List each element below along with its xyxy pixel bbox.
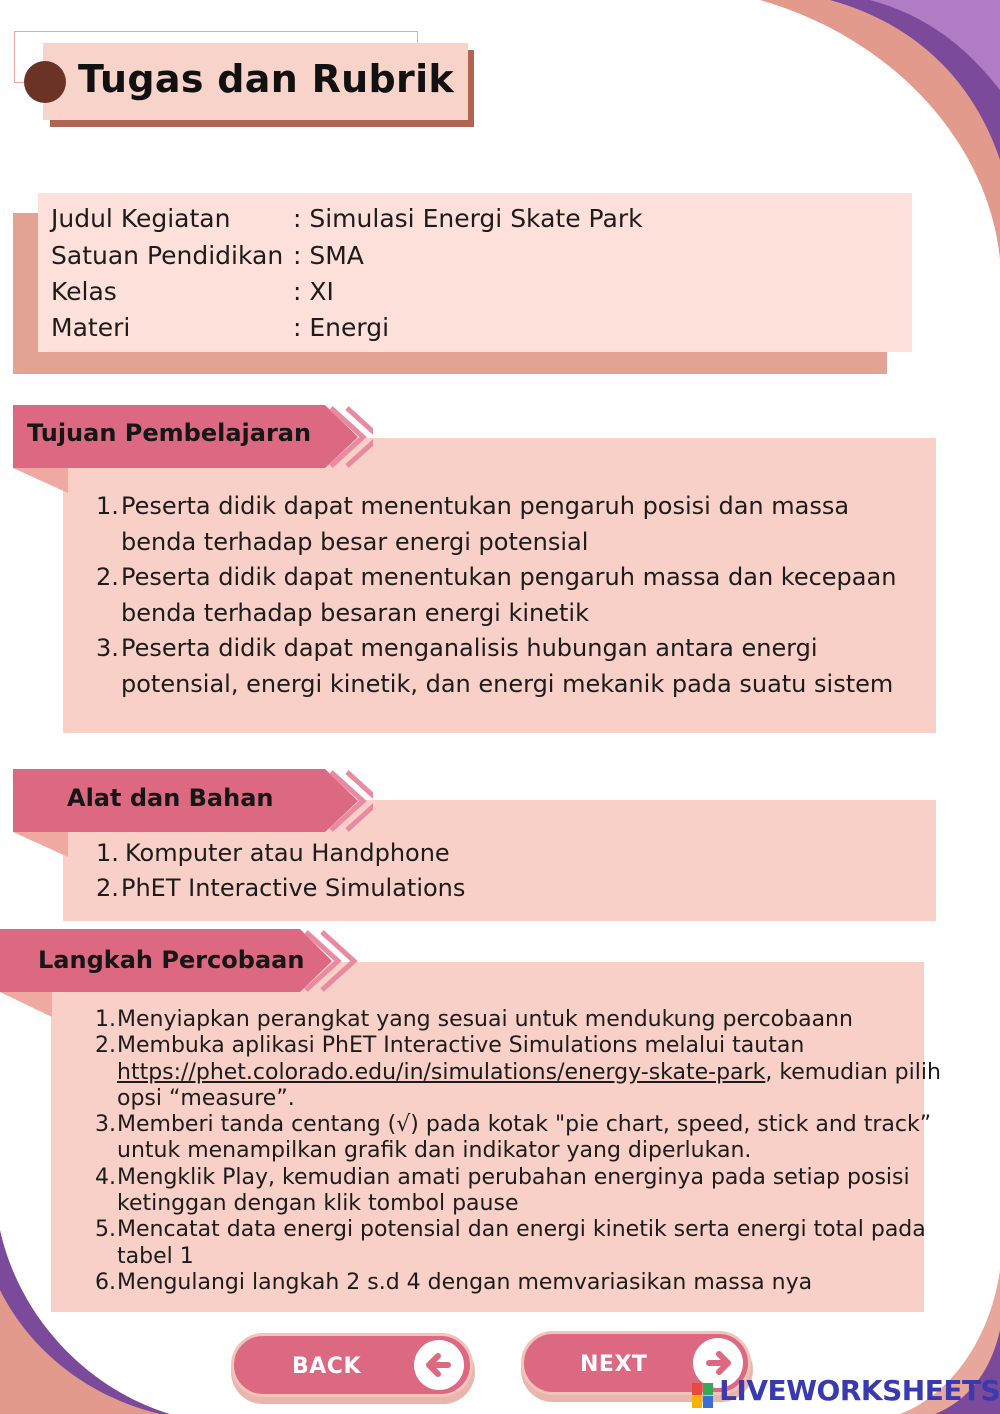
back-button[interactable] — [231, 1333, 473, 1397]
list-item: 1. Peserta didik dapat menentukan pengaruh posisi dan massa benda terhadap besar energi potensial — [96, 492, 850, 556]
list-item: 6. Mengulangi langkah 2 s.d 4 dengan memvariasikan massa nya — [95, 1269, 813, 1295]
tools-heading: Alat dan Bahan — [67, 784, 274, 812]
list-item: 2. PhET Interactive Simulations — [96, 874, 466, 902]
list-item: 1. Menyiapkan perangkat yang sesuai untuk mendukung percobaann — [95, 1007, 853, 1032]
list-item: 2. Peserta didik dapat menentukan pengaruh massa dan kecepaan benda terhadap besaran energi kinetik — [96, 563, 897, 627]
info-value: : XI — [293, 277, 334, 306]
info-row-material — [51, 313, 389, 342]
steps-heading: Langkah Percobaan — [38, 946, 305, 974]
info-value: : Simulasi Energi Skate Park — [293, 204, 643, 233]
list-item: 5. Mencatat data energi potensial dan energi kinetik serta energi total pada tabel 1 — [95, 1217, 926, 1269]
liveworksheets-watermark — [692, 1374, 1000, 1409]
list-item: 2. Membuka aplikasi PhET Interactive Simulations melalui tautan https://phet.colorado.edu/in/simulations/energy-skate-park, kemudian pilih opsi “measure”. — [95, 1033, 941, 1111]
watermark-text: LIVEWORKSHEETS — [719, 1374, 1000, 1407]
steps-list — [95, 1007, 947, 1296]
info-row-activity — [51, 204, 643, 233]
info-label: Materi — [51, 313, 131, 342]
info-value: : Energi — [293, 313, 390, 342]
phet-simulation-link[interactable]: https://phet.colorado.edu/in/simulations/energy-skate-park — [117, 1059, 766, 1085]
goals-heading: Tujuan Pembelajaran — [27, 419, 312, 447]
back-button-label: BACK — [292, 1354, 361, 1379]
info-value: : SMA — [293, 241, 364, 270]
info-label: Kelas — [51, 277, 117, 306]
goals-list — [96, 489, 926, 702]
list-item: 3. Memberi tanda centang (√) pada kotak "pie chart, speed, stick and track” untuk menampilkan grafik dan indikator yang diperlukan. — [95, 1112, 932, 1164]
tools-list — [96, 836, 926, 906]
info-row-school-level — [51, 241, 364, 270]
steps-heading-tab — [0, 929, 360, 1019]
list-item: 4. Mengklik Play, kemudian amati perubahan energinya pada setiap posisi ketinggan dengan klik tombol pause — [95, 1164, 910, 1217]
info-row-class — [51, 277, 334, 306]
list-item: 1. Komputer atau Handphone — [96, 839, 450, 867]
next-button-label: NEXT — [580, 1352, 648, 1377]
arrow-left-icon — [414, 1340, 464, 1390]
info-label: Judul Kegiatan — [51, 204, 231, 233]
title-bullet-dot — [24, 61, 66, 103]
list-item: 3. Peserta didik dapat menganalisis hubungan antara energi potensial, energi kinetik, dan energi mekanik pada suatu sistem — [96, 634, 894, 698]
liveworksheets-logo-icon — [692, 1383, 714, 1409]
info-label: Satuan Pendidikan — [51, 241, 284, 270]
page-title: Tugas dan Rubrik — [78, 57, 454, 101]
